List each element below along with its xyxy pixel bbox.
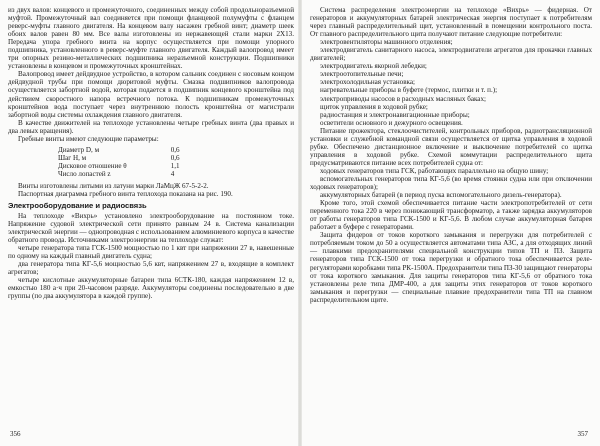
list-item: электрохолодильная установка; (320, 78, 416, 87)
param-row (58, 162, 184, 170)
right-page (300, 0, 600, 446)
param-value: 4 (170, 170, 175, 179)
paragraph-electrical: На теплоходе «Вихрь» установлено электрооборудование на постоянном токе. Напряжение судовой электрической сети принято равным 24 в. Система канализации электрической энергии — однопроводная с использованием алюминиевого корпуса в качестве обратного провода. Источниками электроэнергии на теплоходе служат: (8, 211, 294, 244)
list-item: щиток управления в ходовой рубке; (320, 102, 428, 111)
page-number: 356 (10, 430, 21, 438)
list-item: нагревательные приборы в буфете (термос, плитки и т. п.); (320, 86, 498, 95)
paragraph-ac-supply: Кроме того, этой схемой обеспечивается питание части электропотребителей от сети переменного тока 220 в через понижающий трансформатор, а также зарядка аккумуляторов от работы генераторов типа ГСК-1500 и КГ-5,6. В любом случае аккумуляторная батарея работает в буфере с генераторами. (310, 199, 592, 232)
paragraph-batteries: четыре кислотные аккумуляторные батареи типа 6СТК-180, каждая напряжением 12 в, емкостью 180 а·ч при 20-часовом разряде. Аккумуляторы соединены последовательно в две группы (по два аккумулятора в каждой группе). (8, 276, 294, 301)
paragraph-params-intro: Гребные винты имеют следующие параметры: (18, 134, 159, 143)
page-number: 357 (577, 430, 588, 438)
list-item: осветители основного и дежурного освещения. (320, 118, 463, 127)
paragraph-sterntube: Валопровод имеет дейдвудное устройство, в котором сальник соединен с носовым концом дейдвудной трубы при помощи дюритовой муфты. Смазка подшипников валопровода осуществляется забортной водой, которая подается в подшипник концевого кронштейна под действием скоростного напора встречного потока. К подшипникам промежуточных кронштейнов вода поступает через внутреннюю полость кронштейна от магистрали забортной воды системы охлаждения главного двигателя. (8, 70, 294, 119)
list-item: электровентиляторы машинного отделения; (320, 38, 453, 47)
paragraph-material: Винты изготовлены литыми из латуни марки ЛаМцЖ 67-5-2-2. (18, 181, 209, 190)
propeller-params-table (58, 146, 184, 179)
param-row (58, 154, 184, 162)
param-row (58, 146, 184, 154)
param-label: Шаг H, м (58, 154, 87, 162)
paragraph-kg-generators: два генератора типа КГ-5,6 мощностью 5,6 квт, напряжением 27 в, входящие в комплект агрегатов; (8, 259, 294, 277)
list-item: электроотопительные печи; (320, 70, 404, 79)
paragraph-gsk-generators: четыре генератора типа ГСК-1500 мощностью по 1 квт при напряжении 27 в, навешенные по одному на каждый главный двигатель судна; (8, 243, 294, 260)
section-heading: Электрооборудование и радиосвязь (8, 200, 147, 210)
list-item: радиостанция и электронавигационные приборы; (320, 110, 470, 119)
paragraph-distribution: Система распределения электроэнергии на теплоходе «Вихрь» — фидерная. От генераторов и аккумуляторных батарей электрическая энергия поступает к потребителям через главный распределительный щит, установленный в помещении контрольного поста. От главного распределительного щита получают питание следующие потребители: (310, 6, 592, 39)
paragraph-diagram: Паспортная диаграмма гребного винта теплохода показана на рис. 190. (18, 189, 233, 198)
paragraph-protection: Защита фидеров от токов короткого замыкания и перегрузки для потребителей с потребляемым током до 50 а осуществляется автоматами типа АЗС, а для отходящих линий — плавкими предохранителями специальной конструкции типов ТП и ПЗ. Защита генераторов типа ГСК-1500 от тока перегрузки и обратного тока обеспечивается реле-регуляторами коробками типа РК-1500А. Предохранители типа ПЗ-30 защищают генераторы от тока короткого замыкания. Для защиты генераторов типа КГ-5,6 от обратного тока установлены реле типа ДМР-400, а для защиты этих генераторов от токов короткого замыкания и перегрузки — специальные плавкие предохранители типа ТП на главном распределительном щите. (310, 231, 592, 304)
list-item: электроприводы насосов в расходных масляных баках; (320, 94, 486, 103)
paragraph-control-panel: Питание прожектора, стеклоочистителей, контрольных приборов, радиотрансляционной установки и служебной командной связи осуществляется от щитка управления в ходовой рубке. Обеспечено дистанционное включение и выключение потребителей со щитка управления в ходовой рубке. Схемой коммутации распределительного щита предусматриваются питание всех потребителей судна от: (310, 126, 592, 167)
paragraph-propellers: В качестве движителей на теплоходе установлены четыре гребных винта (два правых и два левых вращения). (8, 118, 294, 135)
paragraph-shafting: из двух валов: концевого и промежуточного, соединенных между собой продольноразъемной муфтой. Промежуточный вал соединяется при помощи фланцевой полумуфты с фланцем реверс-муфты главного двигателя. На концевом валу насажен гребной винт; диаметр шеек обоих валов равен 80 мм. Все валы изготовлены из нержавеющей стали марки 2Х13. Передача упора гребного винта на корпус осуществляется при помощи упорного подшипника, установленного в реверс-муфте главного двигателя. Каждый валопровод имеет три опорных резино-металлических подшипника неразъемной конструкции. Подшипники установлены в концевом и промежуточных кронштейнах. (8, 6, 294, 71)
list-item: электродвигатель санитарного насоса, электродвигатели агрегатов для прокачки главных двигателей; (310, 46, 592, 63)
param-value: 0,6 (170, 145, 180, 154)
param-row (58, 170, 184, 178)
param-value: 1,1 (170, 162, 180, 171)
paragraph-aux-generators: вспомогательных генераторов типа КГ-5,6 (во время стоянки судна или при отключении ходовых генераторов); (310, 174, 592, 192)
paragraph-main-generators: ходовых генераторов типа ГСК, работающих параллельно на общую шину; (320, 166, 549, 175)
param-label: Дисковое отношение θ (58, 162, 127, 171)
param-label: Число лопастей z (58, 170, 111, 179)
paragraph-battery-supply: аккумуляторных батарей (в период пуска вспомогательного дизель-генератора). (320, 191, 562, 200)
param-label: Диаметр D, м (58, 145, 100, 154)
list-item: электродвигатель якорной лебедки; (320, 62, 427, 71)
param-value: 0,6 (170, 154, 180, 162)
